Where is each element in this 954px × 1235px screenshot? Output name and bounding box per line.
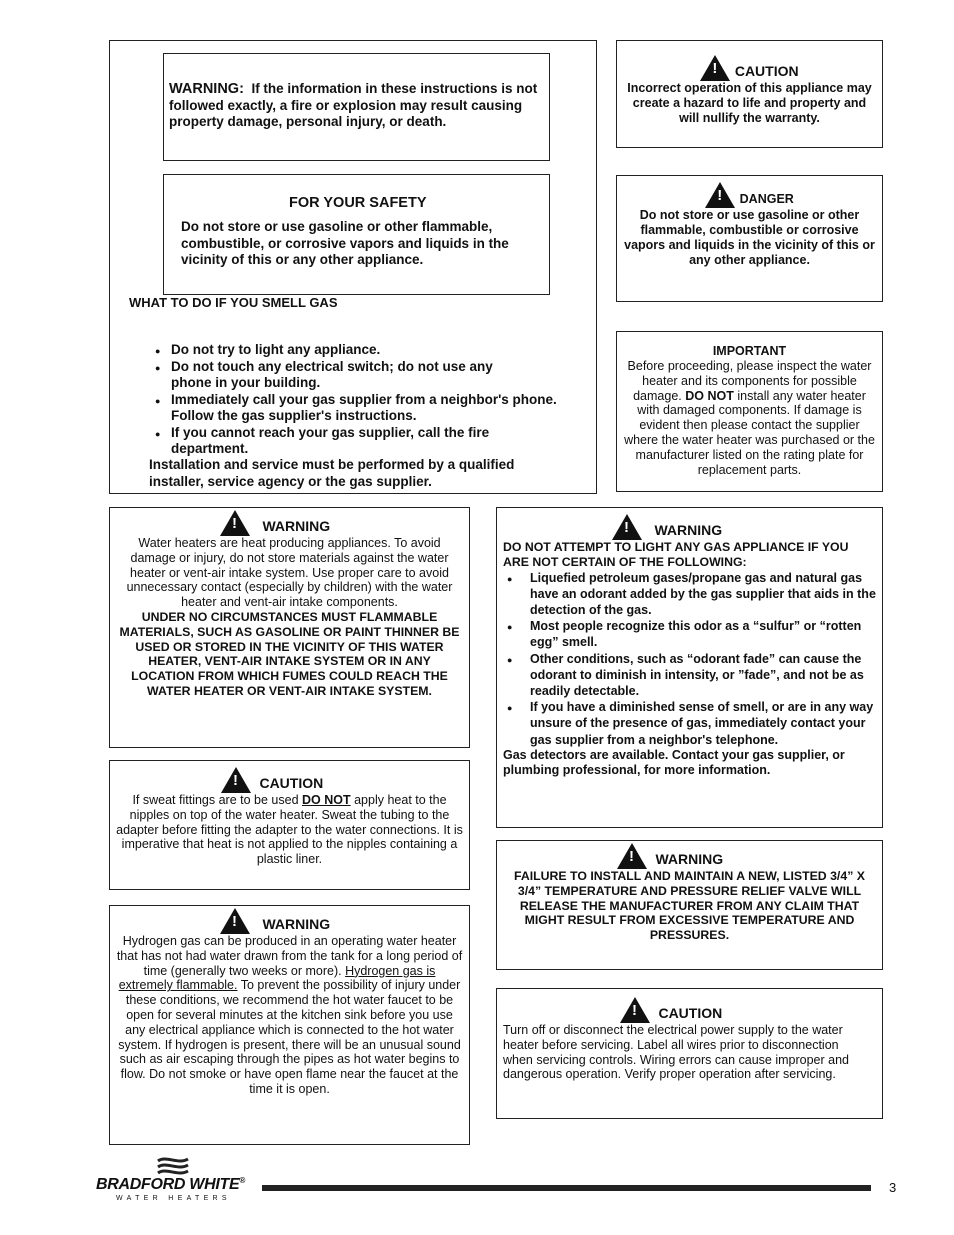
list-item: ● Do not touch any electrical switch; do not use any phone in your building. xyxy=(155,359,583,392)
safety-box xyxy=(163,174,550,295)
warning-triangle-icon xyxy=(700,55,730,81)
caution-power-title: CAUTION xyxy=(658,1005,723,1021)
caution-power-box xyxy=(496,988,883,1119)
caution-sweat-text: If sweat fittings are to be used DO NOT apply heat to the nipples on top of the water heater. Sweat the tubing to the adapter before fitting the adapter to the water connections. It is imperative that heat is not applied to the nipples containing a plastic liner. xyxy=(116,793,463,867)
list-item: ● If you have a diminished sense of smell, or are in any way unsure of the presence of gas, immediately contact your gas supplier from a neighbor's telephone. xyxy=(503,699,876,748)
smell-gas-title: WHAT TO DO IF YOU SMELL GAS xyxy=(129,295,338,310)
warning-hydrogen-box xyxy=(109,905,470,1145)
warning-hydrogen-header xyxy=(116,908,463,934)
list-item: ● Most people recognize this odor as a “sulfur” or “rotten egg” smell. xyxy=(503,618,876,650)
footer-rule xyxy=(262,1185,871,1191)
warning-relief-header xyxy=(503,843,876,869)
warning-triangle-icon xyxy=(617,843,647,869)
warning-relief-box xyxy=(496,840,883,970)
warning-gas-title: WARNING xyxy=(654,522,723,538)
caution-warranty-text: Incorrect operation of this appliance may create a hazard to life and property and will nullify the warranty. xyxy=(627,81,872,125)
brand-name: BRADFORD WHITE xyxy=(96,1176,240,1193)
safety-text: Do not store or use gasoline or other flammable, combustible, or corrosive vapors and liquids in the vicinity of this or any other appliance. xyxy=(181,219,509,267)
caution-sweat-do-not: DO NOT xyxy=(302,793,351,807)
list-item: ● Immediately call your gas supplier from a neighbor's phone. Follow the gas supplier's instructions. xyxy=(155,392,583,425)
danger-box xyxy=(616,175,883,302)
smell-gas-list xyxy=(155,342,583,458)
caution-warranty-box xyxy=(616,40,883,148)
warning-relief-text: FAILURE TO INSTALL AND MAINTAIN A NEW, LISTED 3/4” X 3/4” TEMPERATURE AND PRESSURE RELIEF VALVE WILL RELEASE THE MANUFACTURER FROM ANY CLAIM THAT MIGHT RESULT FROM EXCESSIVE TEMPERATURE AND PRESSURES. xyxy=(514,869,865,943)
warning-gas-list xyxy=(503,570,876,748)
important-do-not: DO NOT xyxy=(685,388,734,403)
warning-gas-intro: DO NOT ATTEMPT TO LIGHT ANY GAS APPLIANCE IF YOU ARE NOT CERTAIN OF THE FOLLOWING: xyxy=(503,540,849,569)
smell-gas-panel xyxy=(109,40,597,494)
warning-heat-text: Water heaters are heat producing appliances. To avoid damage or injury, do not store materials against the water heater or vent-air intake system. Use proper care to avoid unnecessary contact (especially by children) with the water heater and vent-air intake components. xyxy=(126,536,453,610)
warning-triangle-icon xyxy=(221,767,251,793)
brand-logo xyxy=(96,1155,256,1205)
warning-gas-footer: Gas detectors are available. Contact your gas supplier, or plumbing professional, for more information. xyxy=(503,747,845,777)
warning-hydrogen-text: Hydrogen gas can be produced in an operating water heater that has not had water drawn from the tank for a long period of time (generally two weeks or more). Hydrogen gas is extremely flammable. To prevent the possibility of injury under these conditions, we recommend the hot water faucet to be open for several minutes at the kitchen sink before you use any electrical appliance which is connected to the hot water system. If hydrogen is present, there will be an unusual sound such as air escaping through the pipes as hot water begins to flow. Do not smoke or have open flame near the faucet at the time it is open. xyxy=(116,934,463,1096)
warning-triangle-icon xyxy=(620,997,650,1023)
important-box xyxy=(616,331,883,492)
caution-sweat-box xyxy=(109,760,470,890)
brand-subtitle: WATER HEATERS xyxy=(116,1195,231,1202)
warning-gas-header xyxy=(503,514,876,540)
list-item: ● If you cannot reach your gas supplier, call the fire department. xyxy=(155,425,583,458)
fire-warning-text: WARNING: If the information in these instructions is not followed exactly, a fire or explosion may result causing property damage, personal injury, or death. xyxy=(169,81,538,129)
fire-warning-box xyxy=(163,53,550,161)
warning-gas-box xyxy=(496,507,883,828)
caution-warranty-title: CAUTION xyxy=(734,63,799,79)
important-title: IMPORTANT xyxy=(712,344,787,358)
warning-relief-title: WARNING xyxy=(655,851,724,867)
warning-hydrogen-title: WARNING xyxy=(262,916,331,932)
caution-sweat-header xyxy=(116,767,463,793)
registered-mark: ® xyxy=(239,1176,245,1185)
danger-header xyxy=(623,182,876,208)
caution-power-text: Turn off or disconnect the electrical power supply to the water heater before servicing. Label all wires prior to disconnection when servicing controls. Wiring errors can cause improper and dangerous operation. Verify proper operation after servicing. xyxy=(503,1023,849,1082)
important-text: Before proceeding, please inspect the water heater and its components for possible damage. DO NOT install any water heater with damaged components. If damage is evident then please contact the supplier where the water heater was purchased or the manufacturer listed on the rating plate for replacement parts. xyxy=(624,359,875,477)
list-item: ● Do not try to light any appliance. xyxy=(155,342,583,359)
warning-heat-title: WARNING xyxy=(262,518,331,534)
danger-text: Do not store or use gasoline or other flammable, combustible or corrosive vapors and liquids in the vicinity of this or any other appliance. xyxy=(624,208,875,267)
page-number: 3 xyxy=(889,1180,897,1195)
install-note: Installation and service must be performed by a qualified installer, service agency or the gas supplier. xyxy=(149,457,515,489)
danger-title: DANGER xyxy=(739,192,794,206)
warning-triangle-icon xyxy=(220,908,250,934)
warning-triangle-icon xyxy=(705,182,735,208)
warning-triangle-icon xyxy=(220,510,250,536)
warning-heat-bold: UNDER NO CIRCUMSTANCES MUST FLAMMABLE MATERIALS, SUCH AS GASOLINE OR PAINT THINNER BE USED OR STORED IN THE VICINITY OF THIS WATER HEATER, VENT-AIR INTAKE SYSTEM OR IN ANY LOCATION FROM WHICH FUMES COULD REACH THE WATER HEATER OR VENT-AIR INTAKE SYSTEM. xyxy=(119,609,460,698)
warning-heat-box xyxy=(109,507,470,748)
list-item: ● Liquefied petroleum gases/propane gas and natural gas have an odorant added by the gas supplier that aids in the detection of the gas. xyxy=(503,570,876,619)
caution-sweat-title: CAUTION xyxy=(259,775,324,791)
list-item: ● Other conditions, such as “odorant fade” can cause the odorant to diminish in intensity, or ”fade”, and not be as readily detectable. xyxy=(503,651,876,700)
safety-title: FOR YOUR SAFETY xyxy=(289,195,427,211)
warning-heat-header xyxy=(116,510,463,536)
caution-power-header xyxy=(503,997,876,1023)
warning-triangle-icon xyxy=(612,514,642,540)
hydrogen-flammable-note: Hydrogen gas is extremely flammable. xyxy=(118,963,436,993)
caution-warranty-header xyxy=(623,55,876,81)
